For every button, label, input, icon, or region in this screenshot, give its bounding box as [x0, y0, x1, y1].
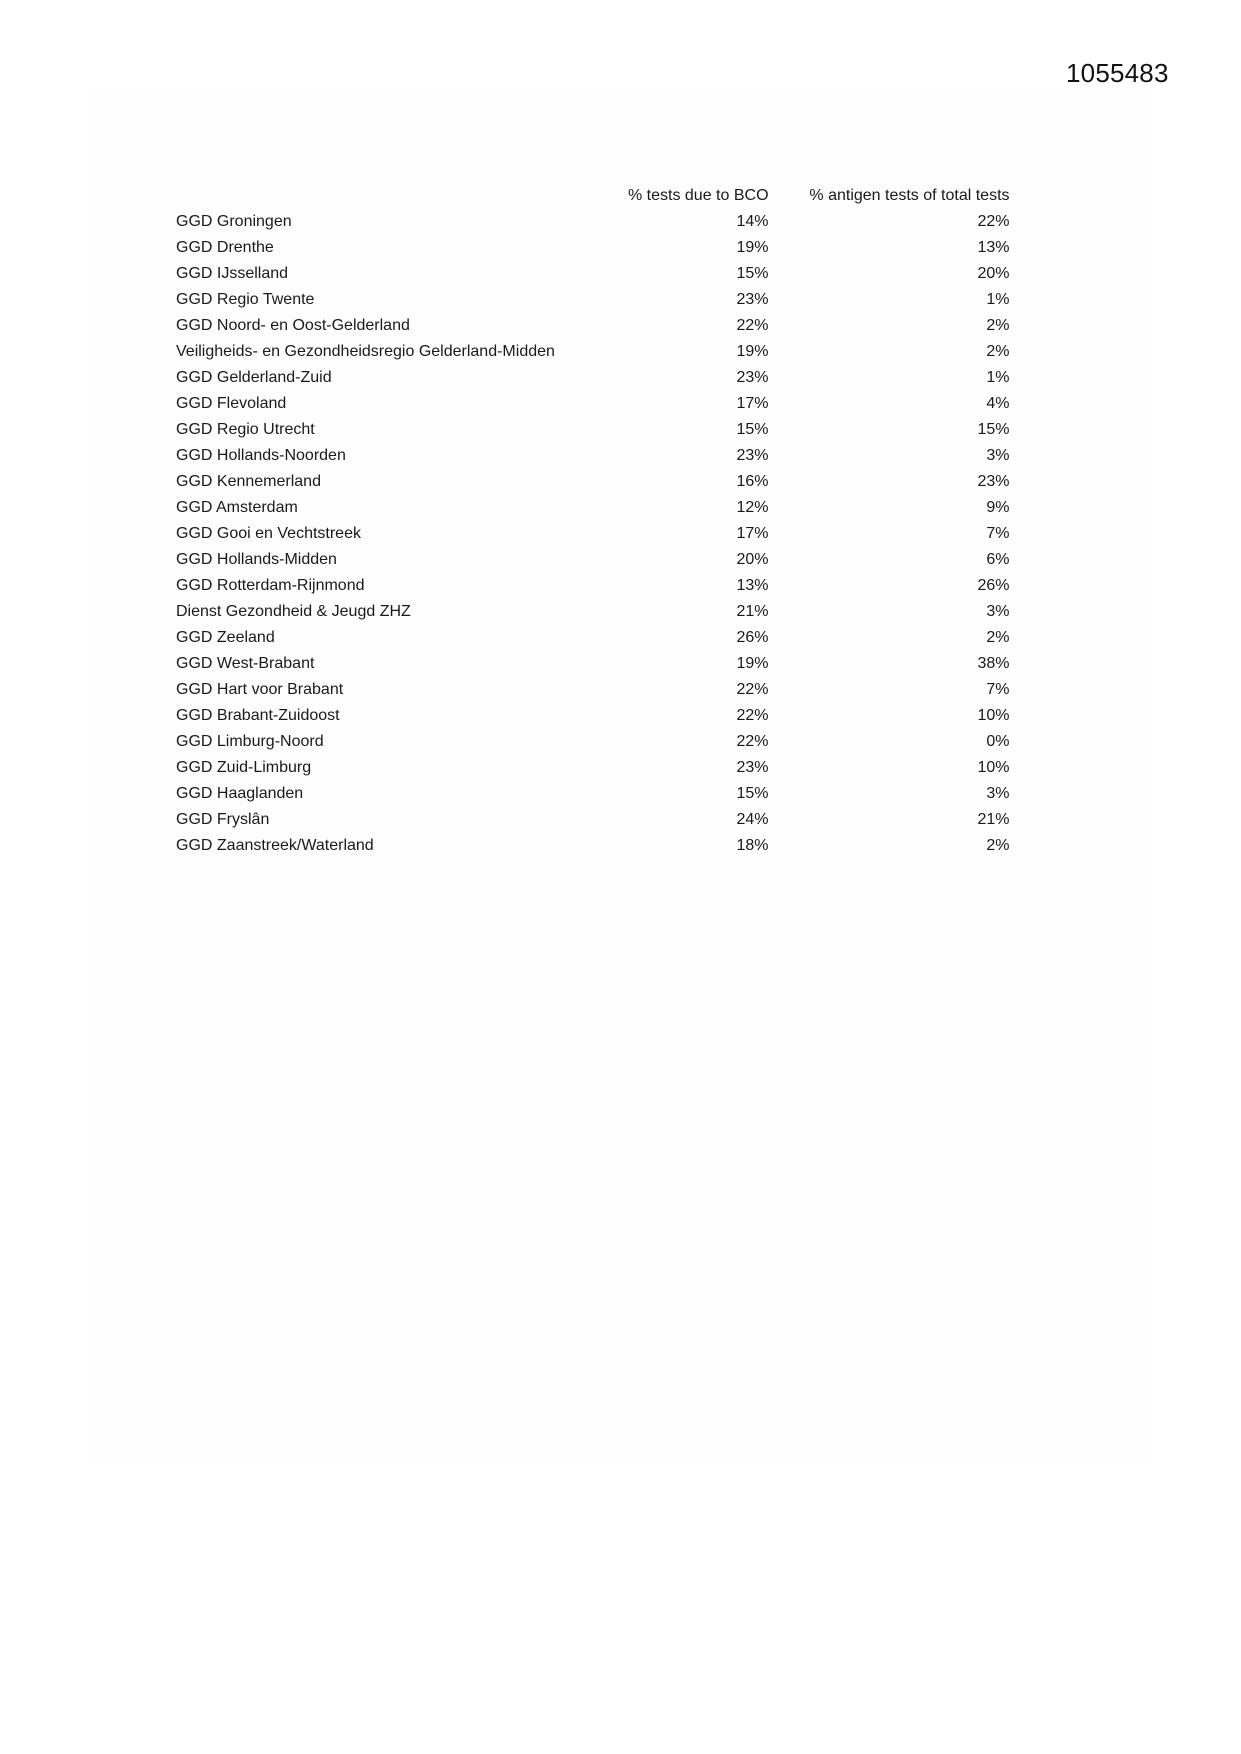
bco-value: 15% [736, 265, 769, 282]
region-name: GGD Brabant-Zuidoost [176, 707, 340, 724]
bco-value: 19% [736, 239, 769, 256]
region-name: Dienst Gezondheid & Jeugd ZHZ [176, 603, 411, 620]
bco-value: 19% [736, 343, 769, 360]
antigen-value: 3% [986, 603, 1010, 620]
region-name: GGD Drenthe [176, 239, 274, 256]
table-row [170, 755, 1016, 781]
header-antigen-tests: % antigen tests of total tests [809, 187, 1010, 204]
antigen-value: 3% [986, 447, 1010, 464]
table-row [170, 781, 1016, 807]
table-row [170, 625, 1016, 651]
table-row [170, 547, 1016, 573]
antigen-value: 9% [986, 499, 1010, 516]
antigen-value: 38% [977, 655, 1010, 672]
region-name: GGD Zaanstreek/Waterland [176, 837, 374, 854]
bco-value: 21% [736, 603, 769, 620]
bco-value: 12% [736, 499, 769, 516]
antigen-value: 15% [977, 421, 1010, 438]
region-name: GGD Kennemerland [176, 473, 321, 490]
antigen-value: 23% [977, 473, 1010, 490]
table-row [170, 313, 1016, 339]
antigen-value: 2% [986, 317, 1010, 334]
table-row [170, 261, 1016, 287]
table-row [170, 391, 1016, 417]
antigen-value: 0% [986, 733, 1010, 750]
bco-value: 19% [736, 655, 769, 672]
bco-value: 15% [736, 785, 769, 802]
region-name: GGD West-Brabant [176, 655, 315, 672]
region-name: GGD Gelderland-Zuid [176, 369, 332, 386]
antigen-value: 4% [986, 395, 1010, 412]
table-row [170, 521, 1016, 547]
antigen-value: 1% [986, 291, 1010, 308]
region-name: GGD Hart voor Brabant [176, 681, 344, 698]
table-row [170, 417, 1016, 443]
table-row [170, 729, 1016, 755]
antigen-value: 6% [986, 551, 1010, 568]
region-name: GGD Hollands-Midden [176, 551, 337, 568]
bco-value: 24% [736, 811, 769, 828]
table-row [170, 339, 1016, 365]
region-name: GGD Zeeland [176, 629, 275, 646]
antigen-value: 10% [977, 707, 1010, 724]
table-row [170, 651, 1016, 677]
table-row [170, 209, 1016, 235]
antigen-value: 20% [977, 265, 1010, 282]
antigen-value: 26% [977, 577, 1010, 594]
region-name: Veiligheids- en Gezondheidsregio Gelderland-Midden [176, 343, 555, 360]
table-row [170, 365, 1016, 391]
header-region [170, 183, 622, 209]
antigen-value: 7% [986, 525, 1010, 542]
region-name: GGD Hollands-Noorden [176, 447, 346, 464]
antigen-value: 1% [986, 369, 1010, 386]
bco-value: 17% [736, 395, 769, 412]
region-name: GGD Amsterdam [176, 499, 298, 516]
bco-value: 15% [736, 421, 769, 438]
antigen-value: 7% [986, 681, 1010, 698]
antigen-value: 3% [986, 785, 1010, 802]
antigen-value: 13% [977, 239, 1010, 256]
bco-value: 20% [736, 551, 769, 568]
region-name: GGD Regio Utrecht [176, 421, 315, 438]
bco-value: 22% [736, 317, 769, 334]
region-name: GGD Limburg-Noord [176, 733, 324, 750]
region-name: GGD IJsselland [176, 265, 289, 282]
bco-value: 16% [736, 473, 769, 490]
antigen-value: 2% [986, 343, 1010, 360]
ggd-statistics-table [170, 183, 1016, 859]
table-row [170, 443, 1016, 469]
table-row [170, 599, 1016, 625]
bco-value: 14% [736, 213, 769, 230]
table-header-row [170, 183, 1016, 209]
bco-value: 23% [736, 369, 769, 386]
table-row [170, 287, 1016, 313]
antigen-value: 10% [977, 759, 1010, 776]
antigen-value: 2% [986, 837, 1010, 854]
bco-value: 23% [736, 291, 769, 308]
bco-value: 26% [736, 629, 769, 646]
bco-value: 22% [736, 733, 769, 750]
antigen-value: 21% [977, 811, 1010, 828]
bco-value: 23% [736, 759, 769, 776]
bco-value: 13% [736, 577, 769, 594]
antigen-value: 2% [986, 629, 1010, 646]
region-name: GGD Regio Twente [176, 291, 315, 308]
bco-value: 17% [736, 525, 769, 542]
table-row [170, 833, 1016, 859]
region-name: GGD Haaglanden [176, 785, 304, 802]
region-name: GGD Rotterdam-Rijnmond [176, 577, 365, 594]
table-row [170, 807, 1016, 833]
region-name: GGD Noord- en Oost-Gelderland [176, 317, 410, 334]
document-id-number: 1055483 [1066, 58, 1169, 88]
bco-value: 22% [736, 707, 769, 724]
region-name: GGD Groningen [176, 213, 292, 230]
region-name: GGD Gooi en Vechtstreek [176, 525, 361, 542]
table-row [170, 235, 1016, 261]
table-row [170, 703, 1016, 729]
region-name: GGD Flevoland [176, 395, 287, 412]
table-row [170, 573, 1016, 599]
bco-value: 23% [736, 447, 769, 464]
table-row [170, 469, 1016, 495]
bco-value: 18% [736, 837, 769, 854]
antigen-value: 22% [977, 213, 1010, 230]
region-name: GGD Zuid-Limburg [176, 759, 312, 776]
table-row [170, 677, 1016, 703]
region-name: GGD Fryslân [176, 811, 270, 828]
table-row [170, 495, 1016, 521]
header-bco-tests: % tests due to BCO [628, 187, 769, 204]
bco-value: 22% [736, 681, 769, 698]
